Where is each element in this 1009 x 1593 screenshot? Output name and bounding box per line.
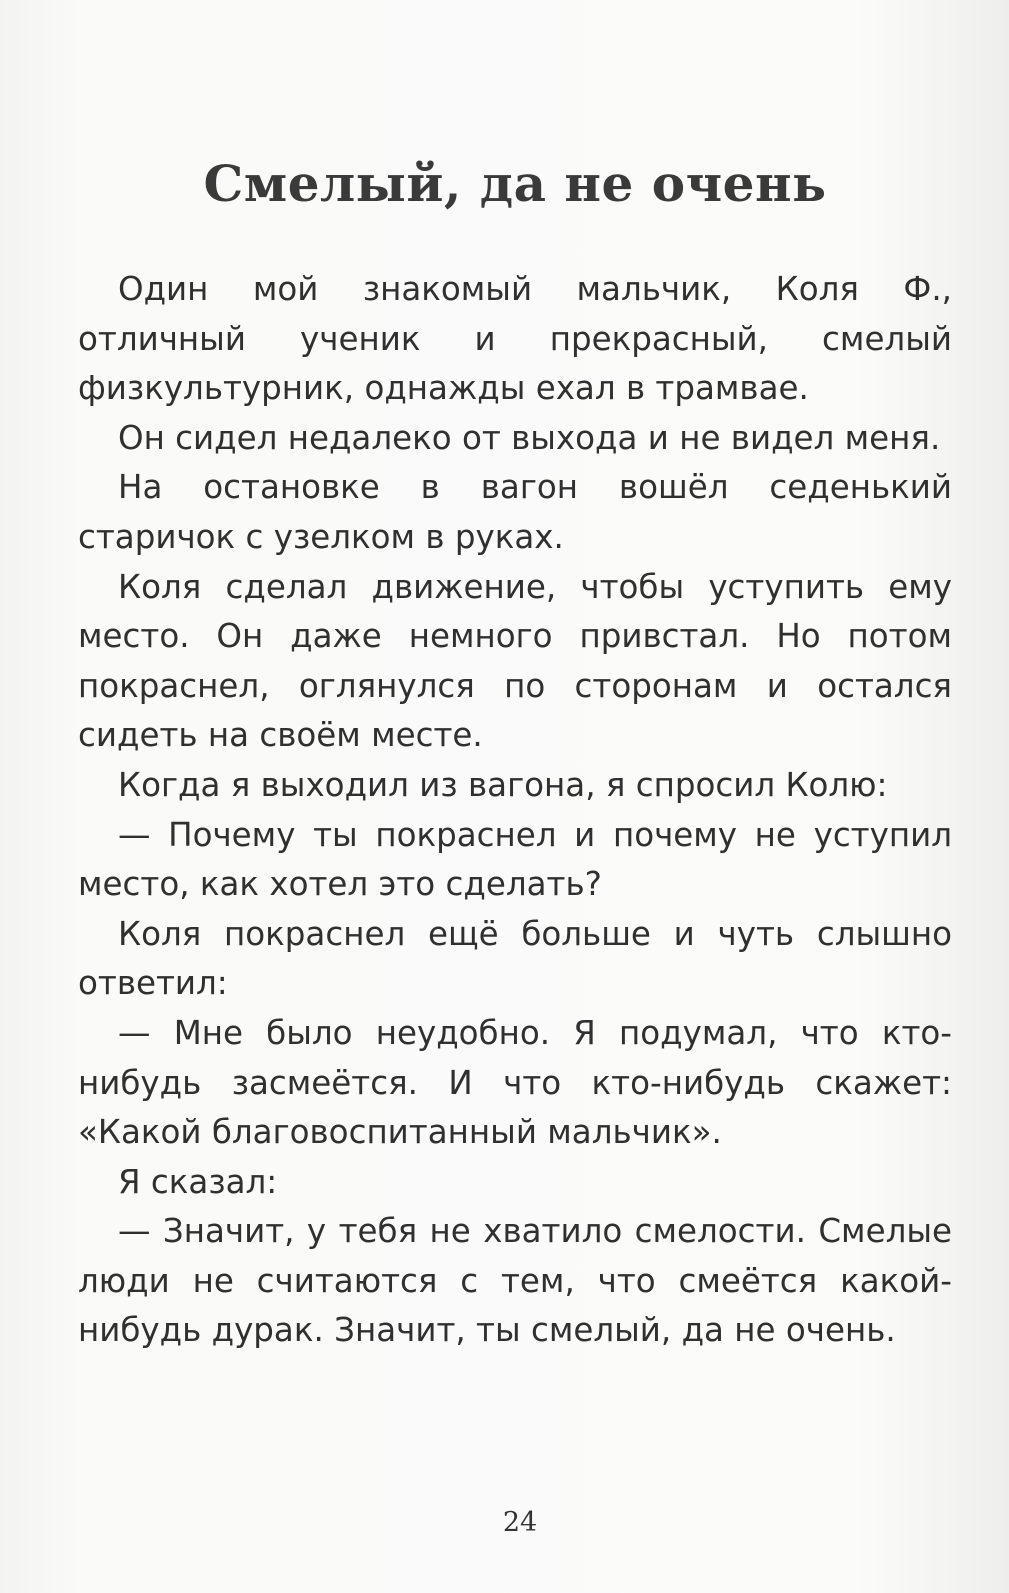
- paragraph: На остановке в вагон вошёл седенький старичок с узелком в руках.: [78, 468, 952, 556]
- story-text: [78, 265, 952, 1356]
- paragraph: Когда я выходил из вагона, я спросил Колю:: [118, 765, 888, 804]
- paragraph: Один мой знакомый мальчик, Коля Ф., отличный ученик и прекрасный, смелый физкультурник, однажды ехал в трамвае.: [78, 270, 952, 408]
- paragraph: — Значит, у тебя не хватило смелости. Смелые люди не считаются с тем, что смеётся какой-нибудь дурак. Значит, ты смелый, да не очень.: [78, 1212, 952, 1350]
- paragraph: — Почему ты покраснел и почему не уступил место, как хотел это сделать?: [78, 815, 952, 904]
- paragraph: Он сидел недалеко от выхода и не видел меня.: [118, 418, 941, 457]
- paragraph: Коля сделал движение, чтобы уступить ему место. Он даже немного привстал. Но потом покраснел, оглянулся по сторонам и остался сидеть на своём месте.: [78, 567, 952, 755]
- story-title: Смелый, да не очень: [203, 153, 827, 213]
- paragraph: — Мне было неудобно. Я подумал, что кто-нибудь засмеётся. И что кто-нибудь скажет: «Какой благовоспитанный мальчик».: [78, 1013, 952, 1152]
- page-number: 24: [502, 1507, 538, 1538]
- paragraph: Я сказал:: [118, 1162, 278, 1201]
- paragraph: Коля покраснел ещё больше и чуть слышно ответил:: [78, 914, 952, 1003]
